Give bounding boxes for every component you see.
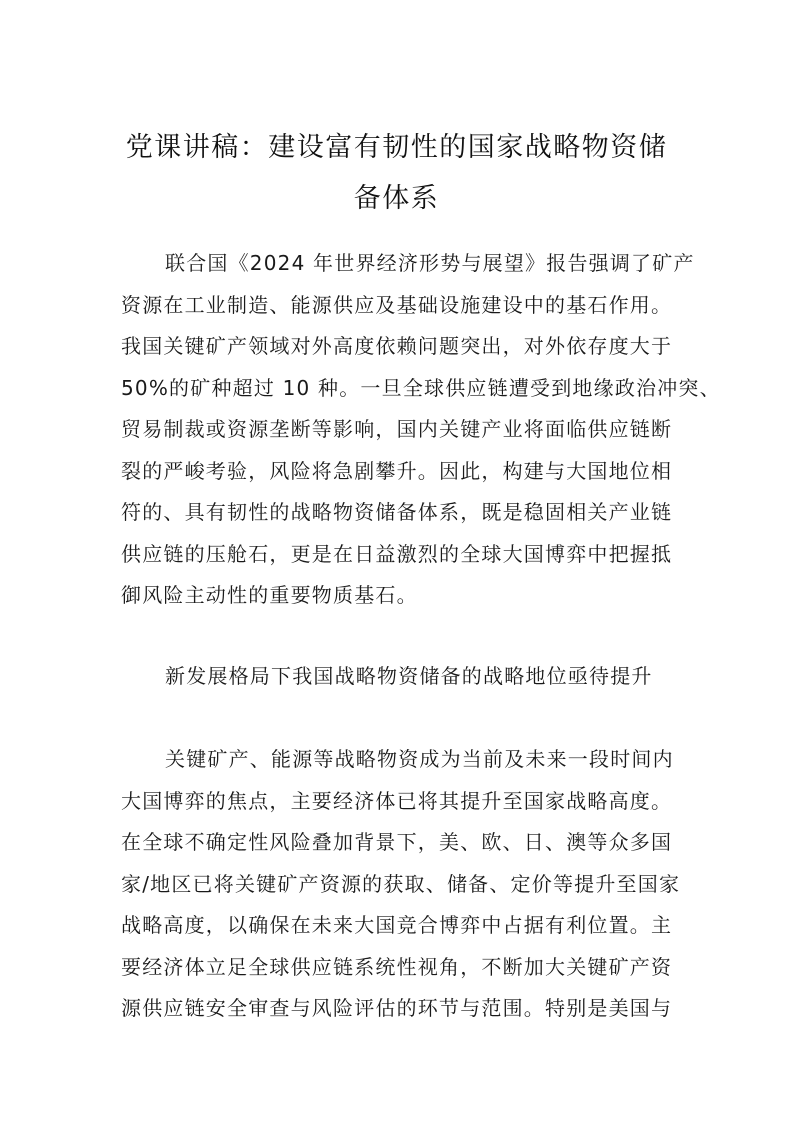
paragraph-line: 在全球不确定性风险叠加背景下，美、欧、日、澳等众多国 (121, 830, 673, 854)
paragraph-line: 大国博弈的焦点，主要经济体已将其提升至国家战略高度。 (121, 788, 673, 813)
paragraph-line: 裂的严峻考验，风险将急剧攀升。因此，构建与大国地位相 (121, 458, 673, 483)
paragraph-line: 源供应链安全审查与风险评估的环节与范围。特别是美国与 (121, 996, 673, 1020)
paragraph-line: 联合国《2024 年世界经济形势与展望》报告强调了矿产 (165, 251, 695, 275)
paragraph-line: 符的、具有韧性的战略物资储备体系，既是稳固相关产业链 (121, 500, 673, 524)
paragraph-line: 家/地区已将关键矿产资源的获取、储备、定价等提升至国家 (121, 871, 681, 896)
paragraph-line: 贸易制裁或资源垄断等影响，国内关键产业将面临供应链断 (121, 417, 673, 441)
paragraph-line: 供应链的压舱石，更是在日益激烈的全球大国博弈中把握抵 (121, 541, 673, 566)
section-heading (121, 656, 681, 698)
paragraph-line: 战略高度，以确保在未来大国竞合博弈中占据有利位置。主 (121, 913, 673, 937)
paragraph-line: 要经济体立足全球供应链系统性视角，不断加大关键矿产资 (121, 954, 673, 979)
paragraph-section (121, 739, 681, 1030)
title-line: 备体系 (353, 183, 440, 214)
document-title (100, 122, 693, 224)
paragraph-line: 关键矿产、能源等战略物资成为当前及未来一段时间内 (165, 747, 674, 771)
paragraph-line: 御风险主动性的重要物质基石。 (121, 583, 418, 607)
paragraph-line: 50%的矿种超过 10 种。一旦全球供应链遭受到地缘政治冲突、 (121, 375, 721, 400)
paragraph-intro (121, 243, 721, 617)
section-heading-text: 新发展格局下我国战略物资储备的战略地位亟待提升 (165, 664, 653, 688)
title-line: 党课讲稿：建设富有韧性的国家战略物资储 (125, 132, 668, 163)
paragraph-line: 我国关键矿产领域对外高度依赖问题突出，对外依存度大于 (121, 334, 673, 358)
paragraph-line: 资源在工业制造、能源供应及基础设施建设中的基石作用。 (121, 292, 673, 317)
